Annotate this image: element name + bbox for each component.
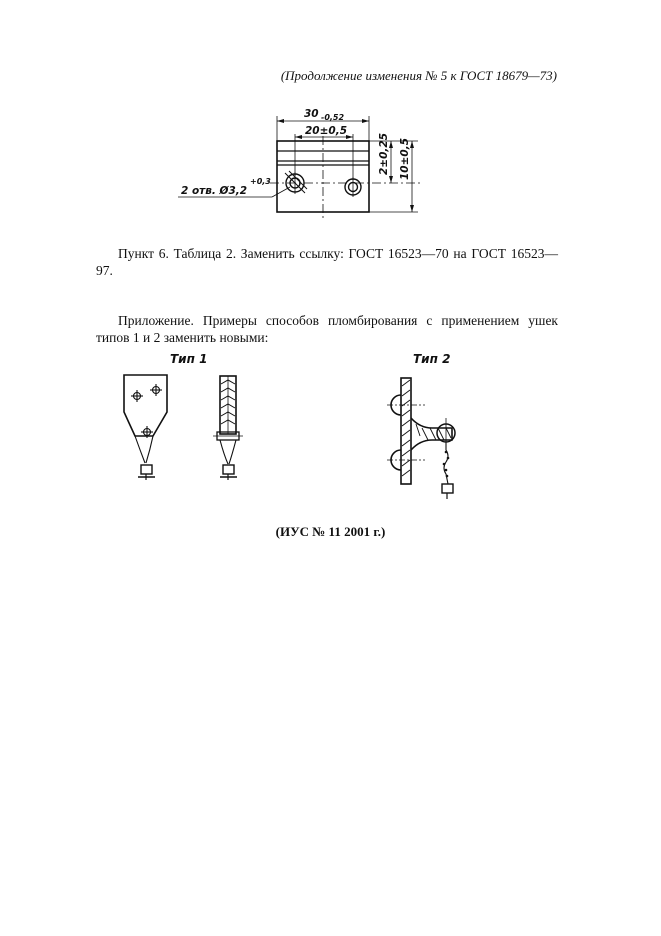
page-header: (Продолжение изменения № 5 к ГОСТ 18679—73) <box>280 68 557 83</box>
dim-height-small-label: 2±0,25 <box>378 132 390 175</box>
dim-overall-tol: -0,52 <box>321 113 345 122</box>
hole-note-label: 2 отв. Ø3,2 <box>181 185 248 197</box>
paragraph-appendix: Приложение. Примеры способов пломбирования с применением ушек типов 1 и 2 заменить новыми: <box>96 313 558 345</box>
caption-type1: Тип 1 <box>170 352 208 366</box>
paragraph-item6: Пункт 6. Таблица 2. Заменить ссылку: ГОСТ 16523—70 на ГОСТ 16523—97. <box>96 246 558 278</box>
dim-overall-label: 30 <box>304 108 319 120</box>
footer-note: (ИУС № 11 2001 г.) <box>275 524 386 539</box>
dim-holes-label: 20±0,5 <box>305 125 348 137</box>
hole-note-tol: +0,3 <box>250 177 271 186</box>
caption-type2: Тип 2 <box>413 352 451 366</box>
dim-height-large-label: 10±0,5 <box>399 137 411 180</box>
